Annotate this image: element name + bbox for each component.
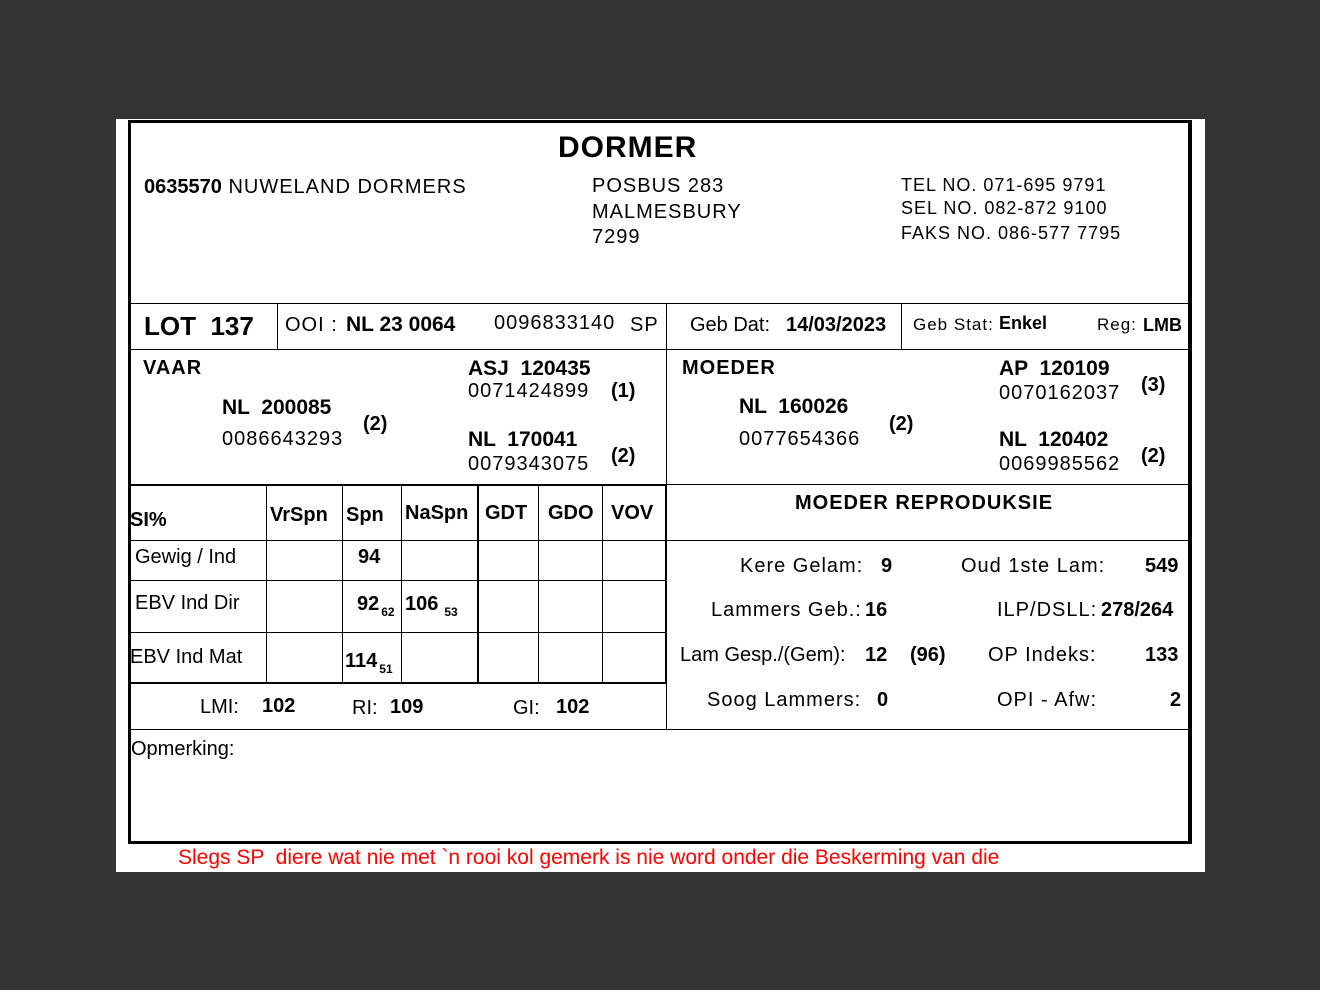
frame-left (128, 120, 131, 844)
si-header-vrspn: VrSpn (270, 504, 328, 526)
ilp-value: 278/264 (1101, 599, 1174, 621)
remarks-label: Opmerking: (131, 738, 235, 760)
op-indeks-value: 133 (1145, 644, 1179, 666)
vaar-label: VAAR (143, 357, 203, 379)
lam-gem-value: (96) (910, 644, 946, 666)
lmi-value: 102 (262, 695, 296, 717)
si-header-gdo: GDO (548, 502, 594, 524)
moeder-label: MOEDER (682, 357, 776, 379)
vaar-dam-no: 0079343075 (468, 453, 590, 475)
reg-label: Reg: (1097, 315, 1137, 334)
si-row-mat-spn-sub: 51 (379, 662, 393, 676)
footer-note: Slegs SP diere wat nie met `n rooi kol gemerk is nie word onder die Beskerming van die (178, 846, 1000, 869)
ri-value: 109 (390, 696, 424, 718)
soog-value: 0 (877, 689, 889, 711)
vaar-dam-grade: (2) (611, 445, 636, 467)
moeder-sire-no: 0070162037 (999, 382, 1121, 404)
moeder-sire-grade: (3) (1141, 374, 1166, 396)
rule-si-gdt-col (538, 485, 539, 683)
address-line-2: MALMESBURY (592, 201, 742, 223)
rule-si-row1 (130, 580, 667, 581)
vaar-grade: (2) (363, 413, 388, 435)
rule-si-bottom (130, 682, 666, 684)
moeder-grade: (2) (889, 413, 914, 435)
rule-si-label-col (266, 485, 267, 683)
si-row-dir-spn-sub: 62 (381, 605, 395, 619)
moeder-dam-no: 0069985562 (999, 453, 1121, 475)
ooi-computer-no: 0096833140 (494, 312, 616, 334)
gi-label: GI: (513, 697, 540, 719)
geb-dat-label: Geb Dat: (690, 314, 771, 336)
si-header-spn: Spn (346, 504, 384, 526)
lot-card (116, 119, 1205, 872)
ri-label: RI: (352, 697, 378, 719)
opi-value: 2 (1170, 689, 1182, 711)
address-line-3: 7299 (592, 226, 641, 248)
si-row-mat-spn (345, 651, 393, 675)
rule-pedigree-top (130, 349, 1189, 350)
soog-label: Soog Lammers: (707, 689, 862, 711)
lam-gesp-label: Lam Gesp./(Gem): (680, 644, 846, 666)
rule-si-row2 (130, 632, 667, 633)
breeder-number: 0635570 (144, 176, 222, 198)
frame-right (1188, 120, 1192, 844)
si-row-dir-spn (357, 594, 395, 618)
si-row-label-dir: EBV Ind Dir (135, 592, 240, 614)
breeder-line (144, 177, 467, 197)
contact-tel: TEL NO. 071-695 9791 (901, 175, 1107, 195)
rule-si-header (130, 540, 1189, 541)
frame-top (128, 120, 1191, 123)
rule-si-top-thick (130, 484, 667, 486)
lammers-geb-value: 16 (865, 599, 888, 621)
vaar-no: 0086643293 (222, 428, 344, 450)
contact-faks: FAKS NO. 086-577 7795 (901, 223, 1122, 243)
moeder-dam-id: NL 120402 (999, 428, 1109, 451)
rule-si-gdo-col (602, 485, 603, 683)
vaar-sire-id: ASJ 120435 (468, 357, 591, 380)
breeder-name: NUWELAND DORMERS (228, 176, 467, 198)
address-line-1: POSBUS 283 (592, 175, 725, 197)
frame-bottom (128, 841, 1192, 844)
si-corner-label: SI% (130, 509, 167, 531)
si-row-label-gewig: Gewig / Ind (135, 546, 237, 568)
si-header-naspn: NaSpn (405, 502, 469, 524)
kere-gelam-label: Kere Gelam: (740, 555, 864, 577)
moeder-sire-id: AP 120109 (999, 357, 1110, 380)
contact-sel: SEL NO. 082-872 9100 (901, 198, 1108, 218)
si-header-gdt: GDT (485, 502, 528, 524)
rule-lot-divider (277, 303, 278, 349)
oud-label: Oud 1ste Lam: (961, 555, 1106, 577)
vaar-sire-grade: (1) (611, 380, 636, 402)
si-row-gewig-spn: 94 (358, 546, 381, 568)
si-header-vov: VOV (611, 502, 654, 524)
kere-gelam-value: 9 (881, 555, 893, 577)
lot-label (144, 313, 254, 339)
rule-indices-bottom (130, 729, 1189, 730)
si-row-dir-naspn (405, 594, 458, 618)
rule-si-spn-col (401, 485, 402, 683)
vaar-sire-no: 0071424899 (468, 380, 590, 402)
si-row-mat-spn-value: 114 (345, 650, 378, 672)
lot-label-text: LOT (144, 311, 196, 341)
oud-value: 549 (1145, 555, 1179, 577)
rule-si-naspn-col (477, 485, 479, 683)
reproduction-title: MOEDER REPRODUKSIE (795, 492, 1054, 514)
ooi-sp: SP (630, 314, 659, 336)
vaar-dam-id: NL 170041 (468, 428, 578, 451)
lot-number: 137 (210, 311, 254, 341)
moeder-no: 0077654366 (739, 428, 861, 450)
reg-value: LMB (1143, 315, 1182, 335)
rule-gebdat-divider (901, 303, 902, 349)
opi-label: OPI - Afw: (997, 689, 1098, 711)
si-row-dir-naspn-value: 106 (405, 593, 439, 615)
moeder-id: NL 160026 (739, 395, 849, 418)
si-row-label-mat: EBV Ind Mat (130, 646, 243, 668)
ooi-id: NL 23 0064 (346, 313, 456, 336)
ooi-label: OOI : (285, 314, 338, 336)
lam-gesp-value: 12 (865, 644, 888, 666)
rule-si-vrspn-col (342, 485, 343, 683)
ilp-label: ILP/DSLL: (997, 599, 1098, 621)
si-row-dir-naspn-sub: 53 (444, 605, 458, 619)
geb-stat: Enkel (999, 313, 1048, 333)
si-row-dir-spn-value: 92 (357, 593, 380, 615)
lmi-label: LMI: (200, 696, 239, 718)
lammers-geb-label: Lammers Geb.: (711, 599, 862, 621)
op-indeks-label: OP Indeks: (988, 644, 1097, 666)
rule-si-right-thick (665, 485, 667, 683)
geb-dat: 14/03/2023 (786, 314, 887, 336)
breed-title: DORMER (558, 131, 698, 164)
gi-value: 102 (556, 696, 590, 718)
rule-lot-top (130, 303, 1189, 304)
moeder-dam-grade: (2) (1141, 445, 1166, 467)
geb-stat-label: Geb Stat: (913, 315, 994, 334)
vaar-id: NL 200085 (222, 396, 332, 419)
